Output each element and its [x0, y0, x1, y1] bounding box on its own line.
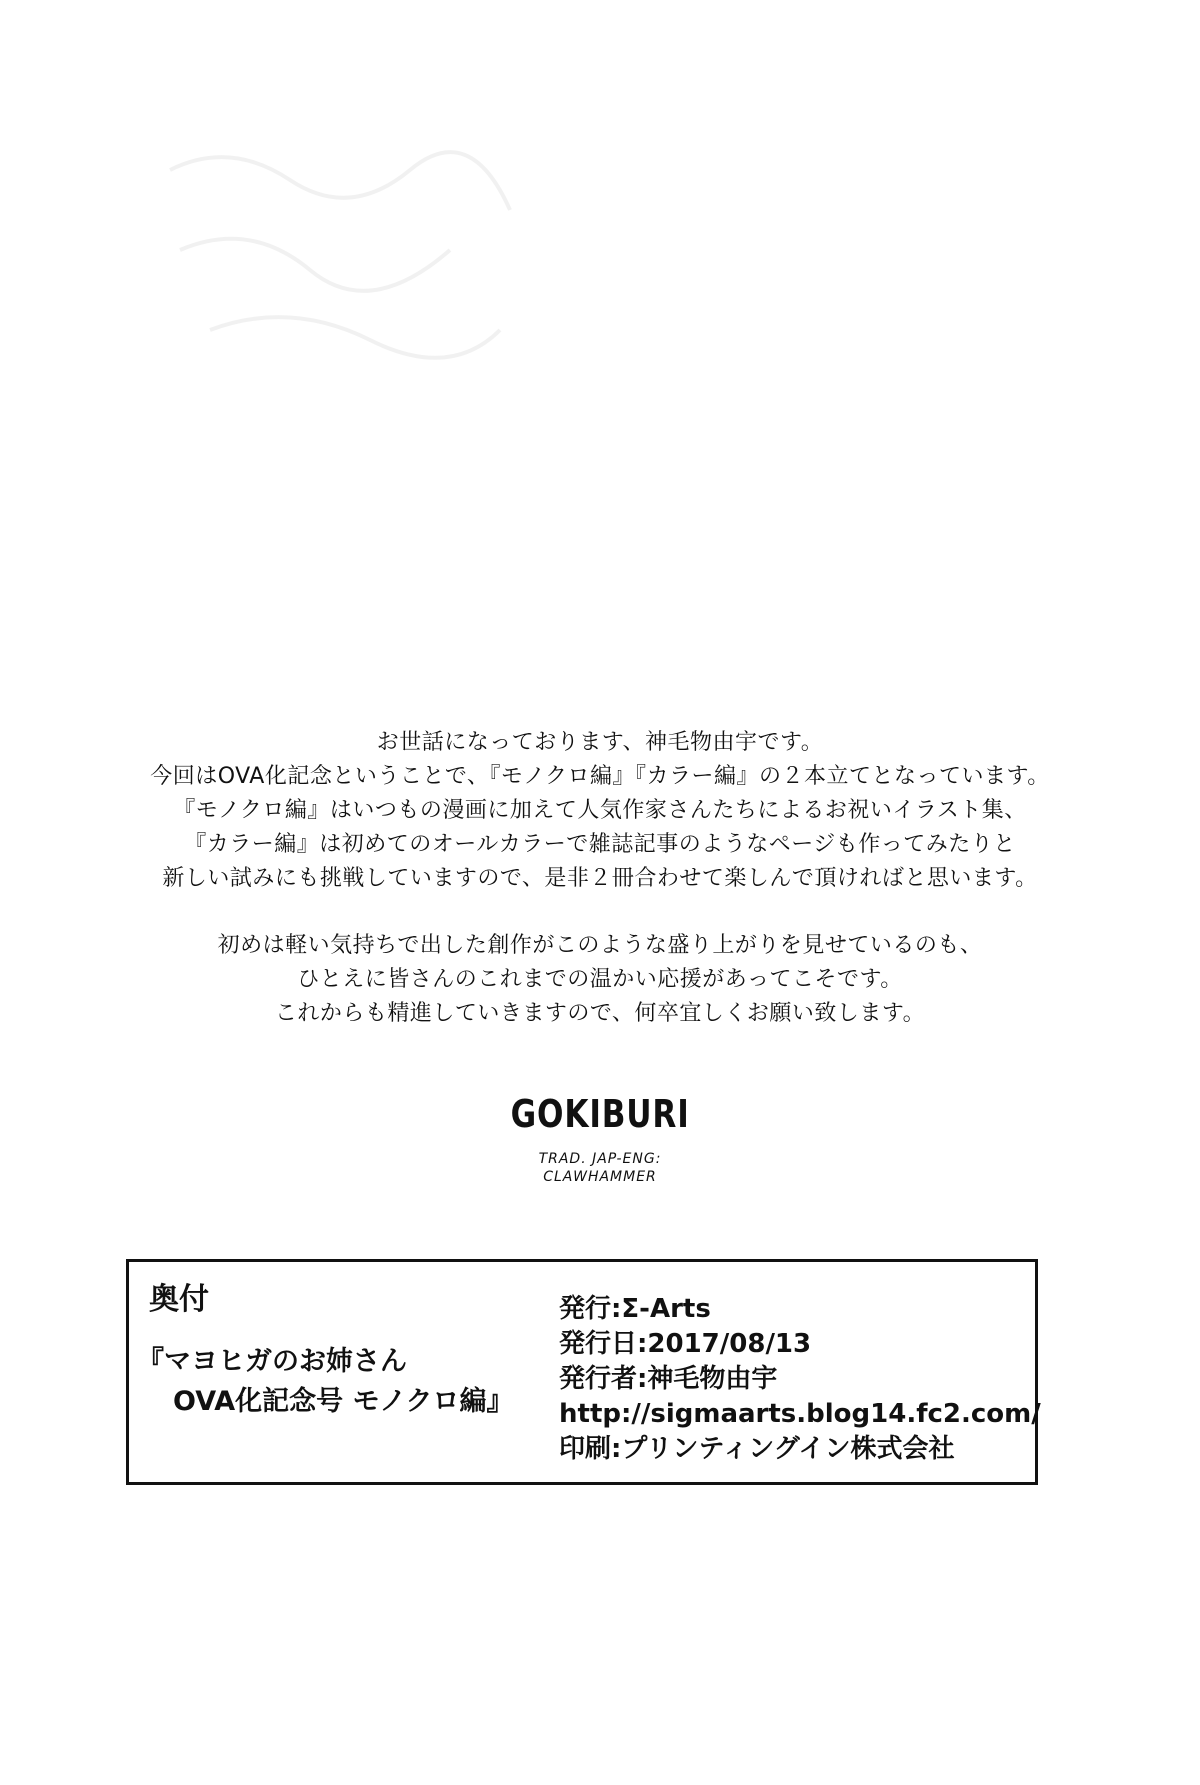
message-line: 新しい試みにも挑戦していますので、是非２冊合わせて楽しんで頂ければと思います。 [162, 866, 1038, 891]
faint-background-illustration [150, 130, 530, 390]
credit-line: CLAWHAMMER [543, 1169, 657, 1185]
message-line: 初めは軽い気持ちで出した創作がこのような盛り上がりを見せているのも、 [217, 933, 983, 958]
website-url: http://sigmaarts.blog14.fc2.com/ [559, 1399, 1041, 1429]
publisher: 発行:Σ-Arts [559, 1294, 711, 1324]
publication-date: 発行日:2017/08/13 [559, 1329, 812, 1359]
author-signature: GOKIBURI [510, 1092, 690, 1136]
afterword-message [0, 726, 1200, 1031]
issuer: 発行者:神毛物由宇 [559, 1364, 778, 1394]
message-line: お世話になっております、神毛物由宇です。 [376, 730, 824, 755]
message-line: 『モノクロ編』はいつもの漫画に加えて人気作家さんたちによるお祝いイラスト集、 [173, 798, 1027, 823]
translation-credit [0, 1150, 1200, 1186]
colophon-heading: 奥付 [149, 1282, 209, 1317]
book-title-line: 『マヨヒガのお姉さん [137, 1346, 407, 1377]
signature-block [0, 1092, 1200, 1186]
colophon-box [126, 1259, 1041, 1485]
printer: 印刷:プリンティングイン株式会社 [559, 1434, 955, 1464]
message-line: これからも精進していきますので、何卒宜しくお願い致します。 [274, 1001, 926, 1026]
message-line: 今回はOVA化記念ということで、『モノクロ編』『カラー編』の２本立てとなっています。 [150, 764, 1050, 789]
publication-details [559, 1292, 1041, 1467]
credit-line: TRAD. JAP-ENG: [538, 1151, 662, 1167]
book-title-line: OVA化記念号 モノクロ編』 [173, 1386, 514, 1417]
paragraph-gap [0, 896, 1200, 929]
book-title [137, 1342, 514, 1422]
message-line: 『カラー編』は初めてのオールカラーで雑誌記事のようなページも作ってみたりと [184, 832, 1016, 857]
message-line: ひとえに皆さんのこれまでの温かい応援があってこそです。 [297, 967, 903, 992]
